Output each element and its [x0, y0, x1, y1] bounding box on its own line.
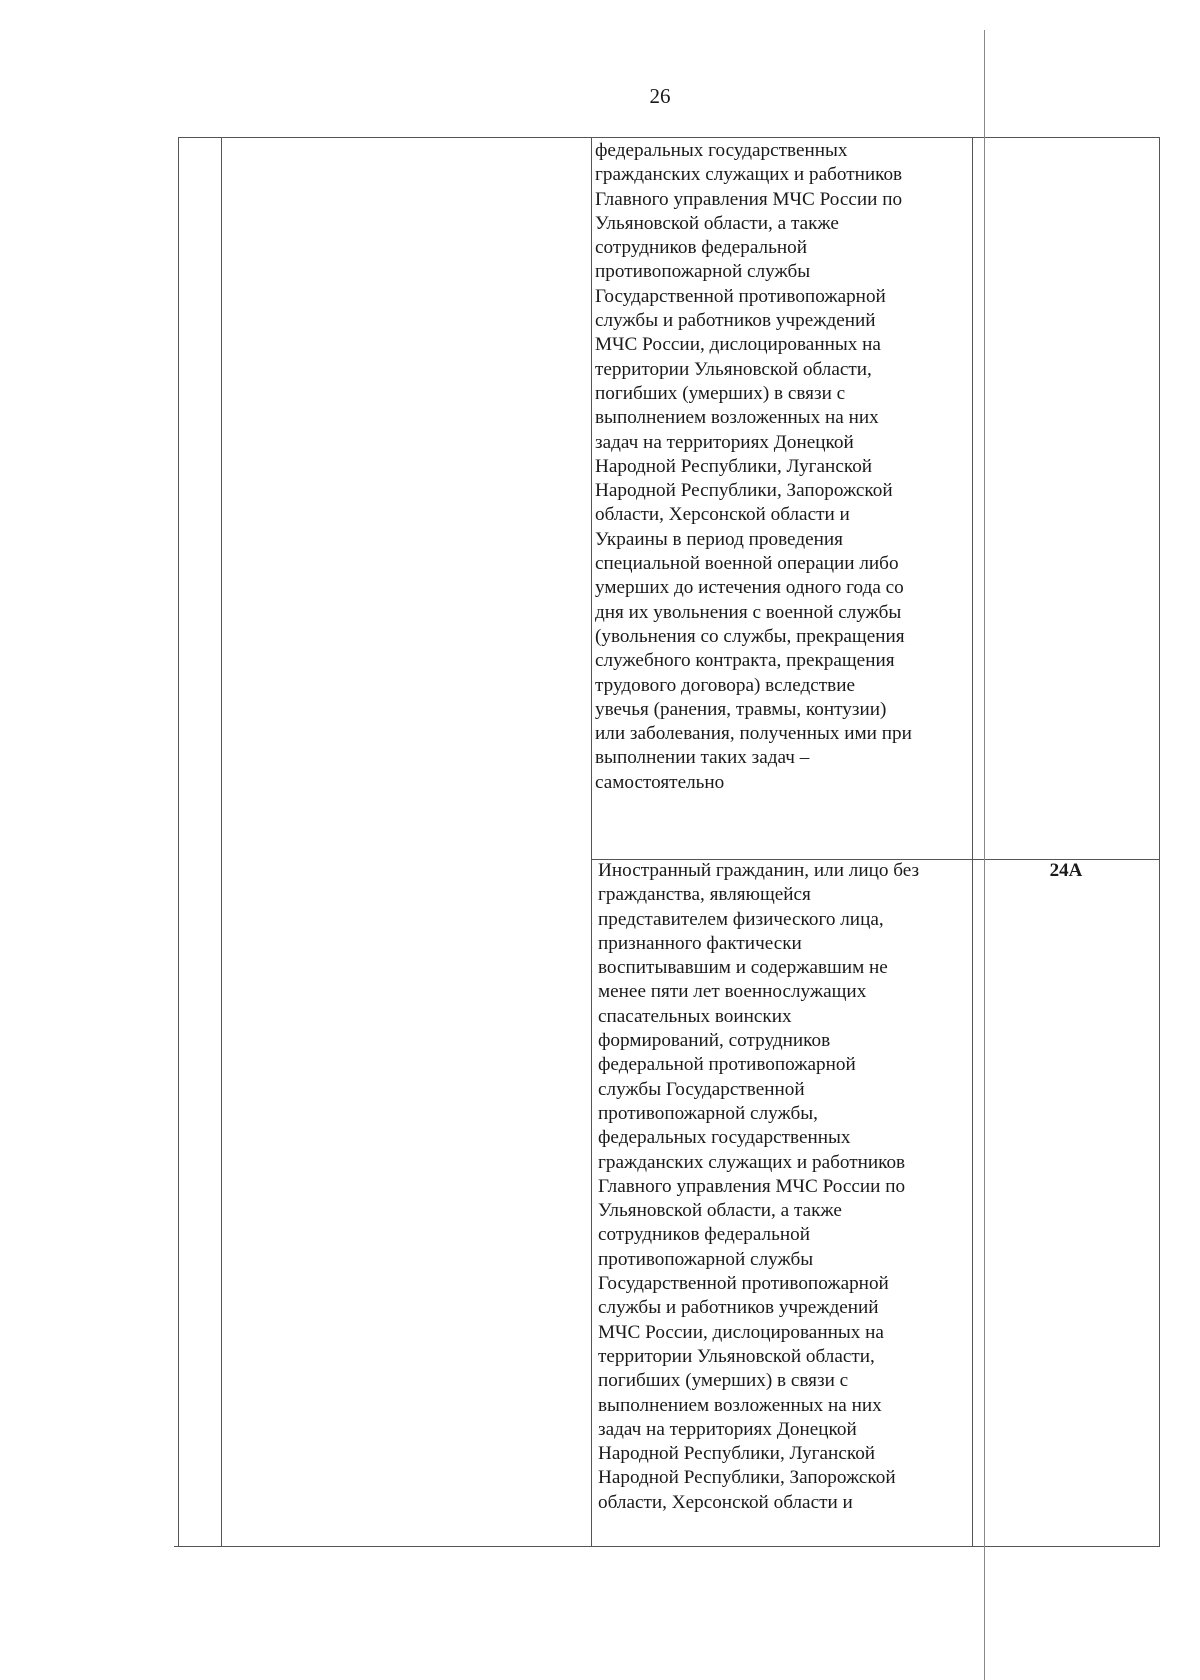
- table-top-border: [178, 137, 1159, 138]
- column-border-1: [178, 137, 179, 1546]
- column-border-3: [591, 137, 592, 1546]
- table-row-code: 24А: [1049, 860, 1083, 881]
- table-row-text: федеральных государственных гражданских служащих и работников Главного управления МЧС России по Ульяновской области, а также сотрудников федеральной противопожарной службы Государственной противопожарной службы и работников учреждений МЧС России, дислоцированных на территории Ульяновской области, погибших (умерших) в связи с выполнением возложенных на них задач на территориях Донецкой Народной Республики, Луганской Народной Республики, Запорожской области, Херсонской области и Украины в период проведения специальной военной операции либо умерших до истечения одного года со дня их увольнения с военной службы (увольнения со службы, прекращения служебного контракта, прекращения трудового договора) вследствие увечья (ранения, травмы, контузии) или заболевания, полученных ими при выполнении таких задач – самостоятельно: [595, 140, 912, 793]
- scan-artifact-line: [984, 30, 985, 1680]
- column-border-5: [1159, 137, 1160, 1546]
- column-border-2: [221, 137, 222, 1546]
- page-number: 26: [649, 84, 671, 108]
- table-bottom-border: [174, 1546, 1160, 1547]
- column-border-4: [972, 137, 973, 1546]
- table-row-text: Иностранный гражданин, или лицо без гражданства, являющейся представителем физического лица, признанного фактически воспитывавшим и содержавшим не менее пяти лет военнослужащих спасательных воинских формирований, сотрудников федеральной противопожарной службы Государственной противопожарной службы, федеральных государственных гражданских служащих и работников Главного управления МЧС России по Ульяновской области, а также сотрудников федеральной противопожарной службы Государственной противопожарной службы и работников учреждений МЧС России, дислоцированных на территории Ульяновской области, погибших (умерших) в связи с выполнением возложенных на них задач на территориях Донецкой Народной Республики, Луганской Народной Республики, Запорожской области, Херсонской области и: [598, 860, 920, 1513]
